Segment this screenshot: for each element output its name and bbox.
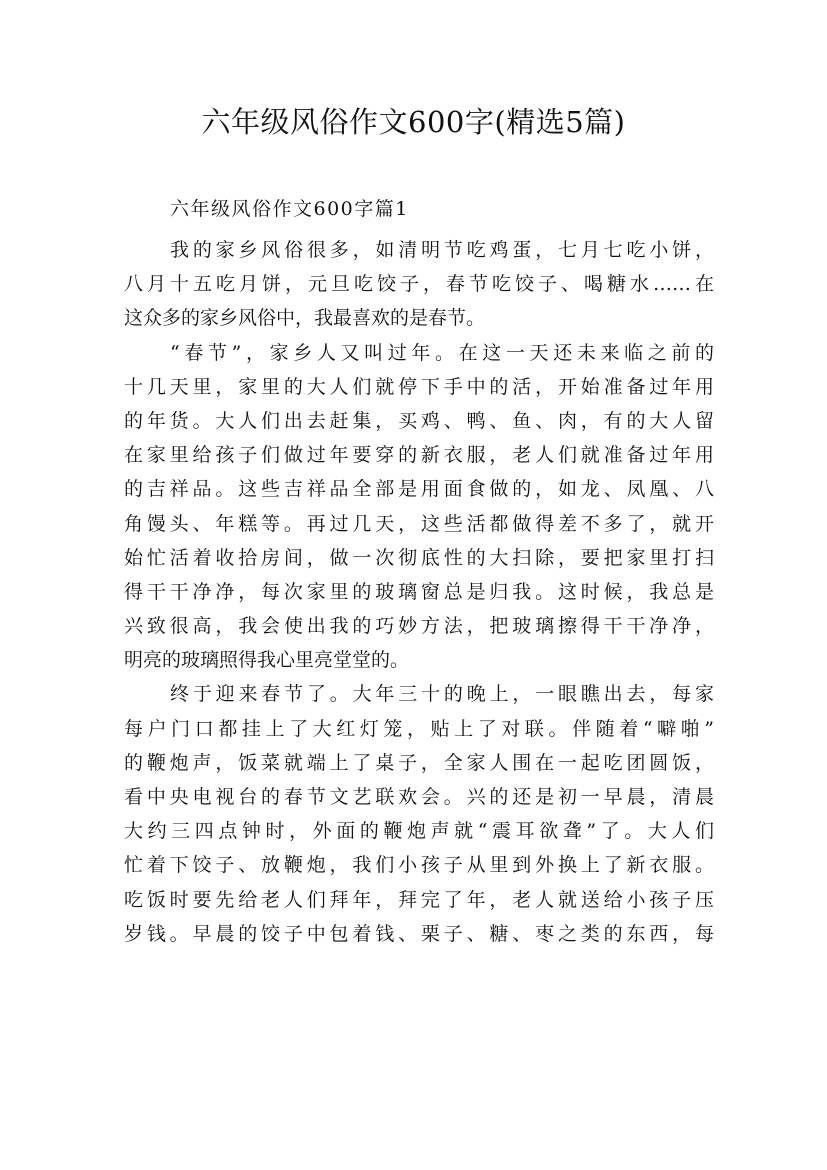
paragraph-line: 得干干净净，每次家里的玻璃窗总是归我。这时候，我总是 [124, 580, 714, 603]
paragraph-line: 角馒头、年糕等。再过几天，这些活都做得差不多了，就开 [124, 512, 714, 535]
paragraph-1 [124, 233, 714, 336]
paragraph-line: 八月十五吃月饼，元旦吃饺子，春节吃饺子、喝糖水……在 [124, 273, 714, 296]
paragraph-line: 兴致很高，我会使出我的巧妙方法，把玻璃擦得干干净净， [124, 615, 714, 638]
paragraph-2 [124, 336, 714, 678]
paragraph-line: 明亮的玻璃照得我心里亮堂堂的。 [124, 649, 410, 672]
paragraph-line: 吃饭时要先给老人们拜年，拜完了年，老人就送给小孩子压 [124, 888, 714, 911]
paragraph-line: 每户门口都挂上了大红灯笼，贴上了对联。伴随着“噼啪” [124, 717, 714, 740]
section-heading: 六年级风俗作文600字篇1 [170, 198, 409, 220]
paragraph-line: 大约三四点钟时，外面的鞭炮声就“震耳欲聋”了。大人们 [124, 820, 714, 843]
paragraph-line: 忙着下饺子、放鞭炮，我们小孩子从里到外换上了新衣服。 [124, 854, 714, 877]
paragraph-line: 这众多的家乡风俗中，我最喜欢的是春节。 [124, 307, 486, 330]
document-title: 六年级风俗作文600字(精选5篇) [201, 105, 626, 139]
paragraph-line: 始忙活着收拾房间，做一次彻底性的大扫除，要把家里打扫 [124, 546, 714, 569]
paragraph-line: 在家里给孩子们做过年要穿的新衣服，老人们就准备过年用 [124, 444, 714, 467]
paragraph-3 [124, 677, 714, 951]
paragraph-line: 我的家乡风俗很多，如清明节吃鸡蛋，七月七吃小饼， [170, 239, 714, 261]
paragraph-line: 十几天里，家里的大人们就停下手中的活，开始准备过年用 [124, 375, 714, 398]
paragraph-line: 的鞭炮声，饭菜就端上了桌子，全家人围在一起吃团圆饭， [124, 751, 714, 774]
paragraph-line: “春节”，家乡人又叫过年。在这一天还未来临之前的 [170, 341, 714, 364]
paragraph-line: 终于迎来春节了。大年三十的晚上，一眼瞧出去，每家 [170, 683, 714, 706]
paragraph-line: 看中央电视台的春节文艺联欢会。兴的还是初一早晨，清晨 [124, 786, 714, 808]
paragraph-line: 岁钱。早晨的饺子中包着钱、栗子、糖、枣之类的东西，每 [124, 922, 714, 945]
paragraph-line: 的年货。大人们出去赶集，买鸡、鸭、鱼、肉，有的大人留 [124, 409, 714, 432]
paragraph-line: 的吉祥品。这些吉祥品全部是用面食做的，如龙、凤凰、八 [124, 478, 714, 501]
document-body [124, 233, 714, 951]
